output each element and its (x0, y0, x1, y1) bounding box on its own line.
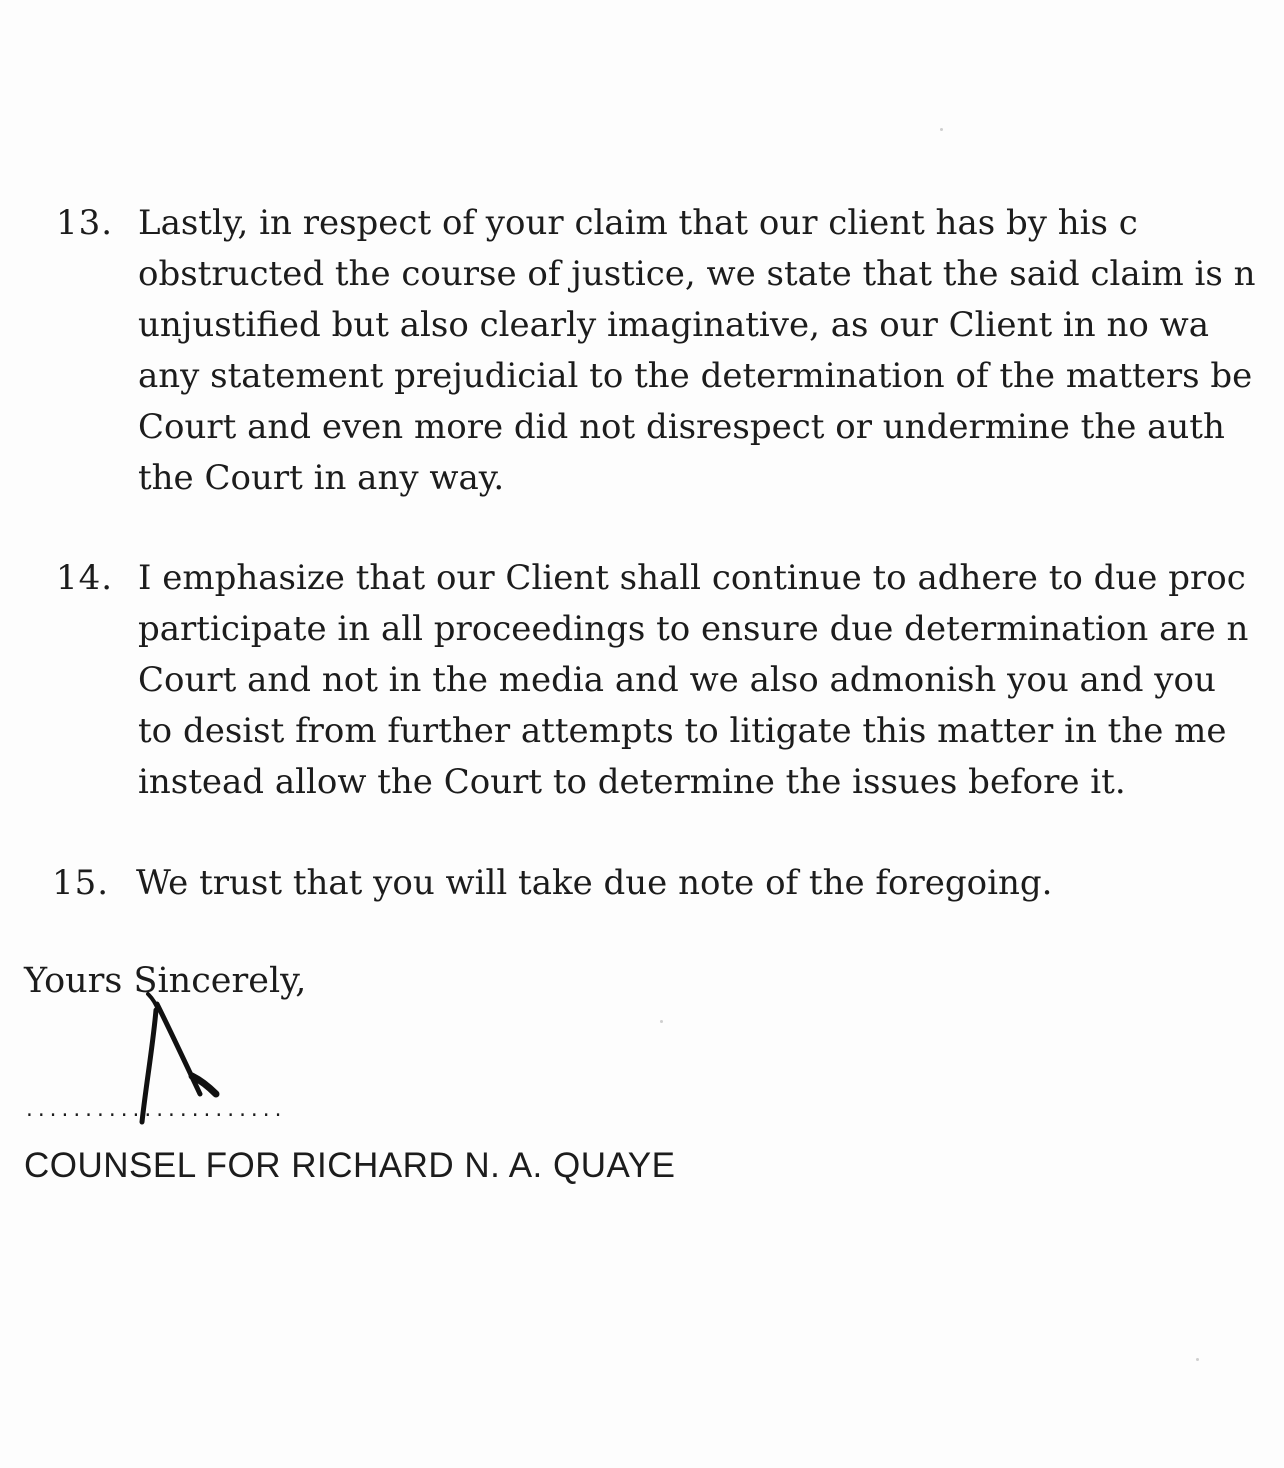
text-line: obstructed the course of justice, we state that the said claim is n (138, 254, 1256, 294)
text-line: We trust that you will take due note of the foregoing. (136, 863, 1053, 903)
scan-speck (1196, 1358, 1199, 1361)
paragraph-number: 14. (56, 558, 114, 598)
closing-salutation: Yours Sincerely, (24, 961, 307, 1001)
paragraph-text (138, 198, 1284, 504)
text-line: Court and not in the media and we also admonish you and you (138, 660, 1216, 700)
scan-speck (660, 1020, 663, 1023)
paragraph-text (136, 858, 1284, 909)
text-line: to desist from further attempts to litigate this matter in the me (138, 711, 1227, 751)
signatory-name: COUNSEL FOR RICHARD N. A. QUAYE (24, 1146, 676, 1185)
text-line: any statement prejudicial to the determination of the matters be (138, 356, 1253, 396)
paragraph-number: 15. (52, 863, 110, 903)
paragraph-number: 13. (56, 203, 114, 243)
text-line: I emphasize that our Client shall continue to adhere to due proc (138, 558, 1246, 598)
text-line: instead allow the Court to determine the issues before it. (138, 762, 1126, 802)
text-line: Lastly, in respect of your claim that our client has by his c (138, 203, 1138, 243)
text-line: Court and even more did not disrespect or undermine the auth (138, 407, 1225, 447)
paragraph-text (138, 553, 1284, 808)
scan-speck (940, 128, 943, 131)
signature-line: ...................... (24, 1100, 285, 1121)
text-line: the Court in any way. (138, 458, 505, 498)
text-line: unjustified but also clearly imaginative, as our Client in no wa (138, 305, 1210, 345)
text-line: participate in all proceedings to ensure due determination are n (138, 609, 1249, 649)
